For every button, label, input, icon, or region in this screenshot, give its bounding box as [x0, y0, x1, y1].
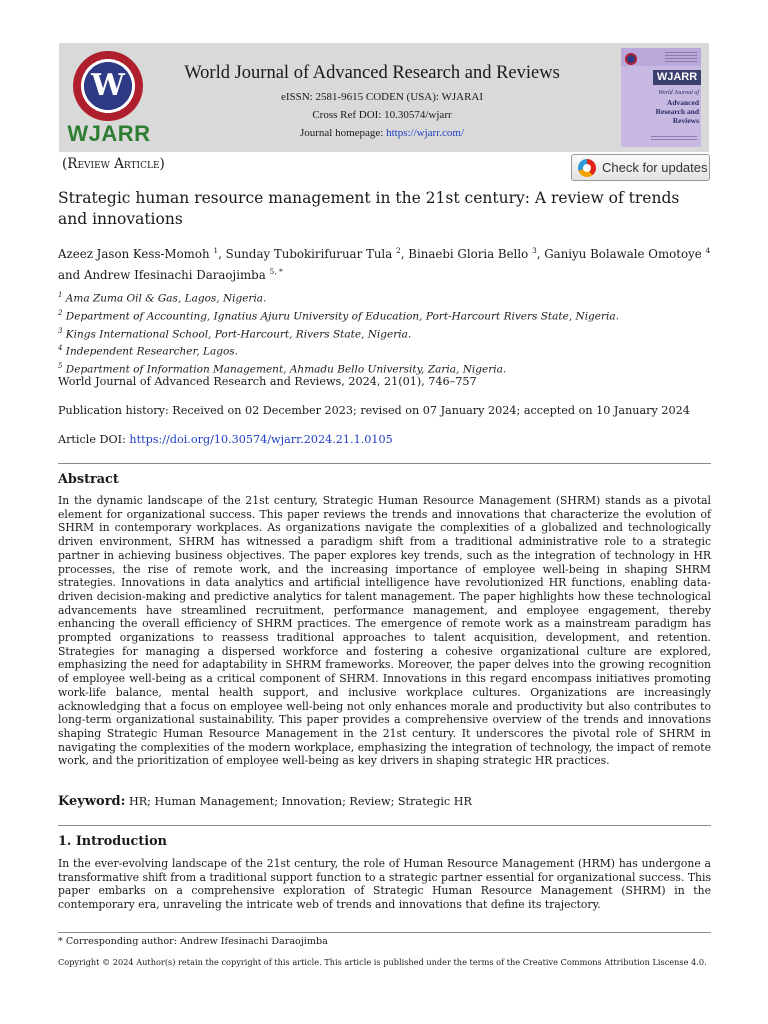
- introduction-body: In the ever-evolving landscape of the 21st century, the role of Human Resource Management (HRM) has undergone a transformative shift from a traditional support function to a strategic partner essential for organizational success. This paper embarks on a comprehensive exploration of Strategic Human Resource Management (SHRM) in the contemporary era, unraveling the intricate web of trends and innovations that define its trajectory.: [58, 857, 711, 912]
- author-name: Ganiyu Bolawale Omotoye: [544, 246, 706, 261]
- affiliation-sup: 2: [58, 308, 63, 317]
- cover-title-band: WJARR: [653, 70, 701, 85]
- citation-line: World Journal of Advanced Research and Reviews, 2024, 21(01), 746–757: [58, 375, 477, 388]
- doi-link[interactable]: https://doi.org/10.30574/wjarr.2024.21.1.0105: [129, 433, 393, 446]
- cover-line-3: Research and: [655, 107, 699, 116]
- affiliation-text: Ama Zuma Oil & Gas, Lagos, Nigeria.: [62, 292, 267, 305]
- author-sup: 5, *: [269, 266, 283, 276]
- affiliation-text: Department of Accounting, Ignatius Ajuru University of Education, Port-Harcourt Rivers State, Nigeria.: [62, 310, 619, 323]
- affiliation-item: [58, 324, 718, 342]
- article-type-label: Review Article: [67, 156, 160, 172]
- cover-seal-icon: [625, 53, 637, 65]
- homepage-label: Journal homepage:: [299, 127, 387, 139]
- affiliation-text: Independent Researcher, Lagos.: [62, 345, 239, 358]
- author-separator: ,: [536, 246, 545, 261]
- author-list: [58, 242, 718, 284]
- footnote-divider: [58, 932, 711, 933]
- abstract-body: In the dynamic landscape of the 21st century, Strategic Human Resource Management (SHRM) stands as a pivotal element for organizational success. This paper reviews the trends and innovations that characterize the evolution of SHRM in contemporary workplaces. As organizations navigate the complexities of a globalized and technologically driven environment, SHRM has witnessed a paradigm shift from a traditional administrative role to a strategic partner in achieving business objectives. The paper explores key trends, such as the integration of technology in HR processes, the rise of remote work, and the increasing importance of employee well-being in shaping SHRM strategies. Innovations in data analytics and artificial intelligence have revolutionized HR functions, enabling data-driven decision-making and predictive analytics for talent management. The paper highlights how these technological advancements have streamlined recruitment, performance management, and employee engagement, thereby enhancing the overall efficiency of SHRM practices. The emergence of remote work as a mainstream paradigm has prompted organizations to reassess traditional approaches to talent acquisition, development, and retention. Strategies for managing a dispersed workforce and fostering a cohesive organizational culture are explored, emphasizing the need for adaptability in SHRM frameworks. Moreover, the paper delves into the growing recognition of employee well-being as a critical component of SHRM. Innovations in this regard encompass initiatives promoting work-life balance, mental health support, and inclusive workplace cultures. Organizations are increasingly acknowledging that a focus on employee well-being not only enhances morale and productivity but also contributes to long-term organizational sustainability. This paper provides a comprehensive overview of the trends and innovations shaping Strategic Human Resource Management in the 21st century. It underscores the pivotal role of SHRM in navigating the complexities of the modern workplace, emphasizing the integration of technology, the impact of remote work, and the prioritization of employee well-being as key drivers in shaping strategic HR practices.: [58, 494, 711, 768]
- journal-logo: [67, 49, 151, 149]
- affiliation-sup: 3: [58, 326, 63, 335]
- keywords: [58, 794, 472, 809]
- affiliation-item: [58, 288, 718, 306]
- affiliation-sup: 1: [58, 291, 63, 299]
- divider: [58, 463, 711, 464]
- affiliation-item: [58, 341, 718, 359]
- author-sup: 3: [531, 246, 537, 255]
- affiliation-text: Kings International School, Port-Harcourt, Rivers State, Nigeria.: [62, 328, 412, 341]
- author-sup: 1: [213, 246, 219, 255]
- article-type: [62, 156, 165, 172]
- divider: [58, 825, 711, 826]
- affiliation-sup: 4: [58, 344, 63, 353]
- journal-title: World Journal of Advanced Research and Reviews: [184, 63, 560, 83]
- cover-lines: [665, 52, 697, 62]
- logo-letter: W: [91, 68, 125, 103]
- author-sup: 2: [396, 246, 401, 255]
- check-for-updates-label: Check for updates: [602, 160, 708, 175]
- cover-footer-lines: [651, 136, 697, 142]
- article-type-close: ): [159, 156, 165, 172]
- affiliation-sup: 5: [58, 362, 63, 371]
- journal-homepage: [159, 127, 605, 139]
- author-separator: ,: [218, 246, 226, 261]
- crossmark-icon: [578, 159, 596, 177]
- cover-line-4: Reviews: [672, 116, 699, 125]
- issn-line: eISSN: 2581-9615 CODEN (USA): WJARAI: [280, 91, 484, 103]
- article-doi: [58, 433, 393, 446]
- check-for-updates-button[interactable]: [571, 154, 710, 181]
- journal-header: [59, 43, 709, 152]
- logo-wordmark: WJARR: [67, 121, 151, 146]
- affiliation-text: Department of Information Management, Ahmadu Bello University, Zaria, Nigeria.: [62, 363, 507, 376]
- article-type-open: (: [62, 156, 68, 172]
- paper-title: Strategic human resource management in the 21st century: A review of trends and innovations: [58, 189, 680, 228]
- affiliation-list: [58, 288, 718, 377]
- logo-emblem-icon: [73, 51, 143, 121]
- cover-line-1: World Journal of: [658, 90, 699, 96]
- cover-title: [623, 89, 699, 125]
- copyright-notice: Copyright © 2024 Author(s) retain the copyright of this article. This article is published under the terms of the Creative Commons Attribution Liscense 4.0.: [58, 957, 707, 967]
- introduction-heading: 1. Introduction: [58, 834, 167, 849]
- affiliation-item: [58, 306, 718, 324]
- doi-label: Article DOI:: [58, 433, 130, 446]
- author-name: Azeez Jason Kess-Momoh: [58, 246, 214, 261]
- author-name: Andrew Ifesinachi Daraojimba: [83, 267, 270, 282]
- author-separator: ,: [400, 246, 409, 261]
- homepage-link[interactable]: https://wjarr.com/: [386, 127, 465, 139]
- author-name: Binaebi Gloria Bello: [408, 246, 532, 261]
- publication-history: Publication history: Received on 02 December 2023; revised on 07 January 2024; accepted on 10 January 2024: [58, 404, 690, 417]
- author-name: Sunday Tubokirifuruar Tula: [225, 246, 396, 261]
- keywords-label: Keyword:: [58, 794, 126, 809]
- author-sup: 4: [705, 246, 711, 255]
- journal-cover-thumbnail: [621, 48, 701, 147]
- author-separator: and: [58, 267, 84, 282]
- corresponding-author: * Corresponding author: Andrew Ifesinachi Daraojimba: [58, 936, 328, 947]
- abstract-heading: Abstract: [58, 472, 119, 487]
- keywords-text: HR; Human Management; Innovation; Review; Strategic HR: [125, 795, 472, 808]
- crossref-doi-line: Cross Ref DOI: 10.30574/wjarr: [312, 109, 452, 121]
- cover-line-2: Advanced: [666, 98, 699, 107]
